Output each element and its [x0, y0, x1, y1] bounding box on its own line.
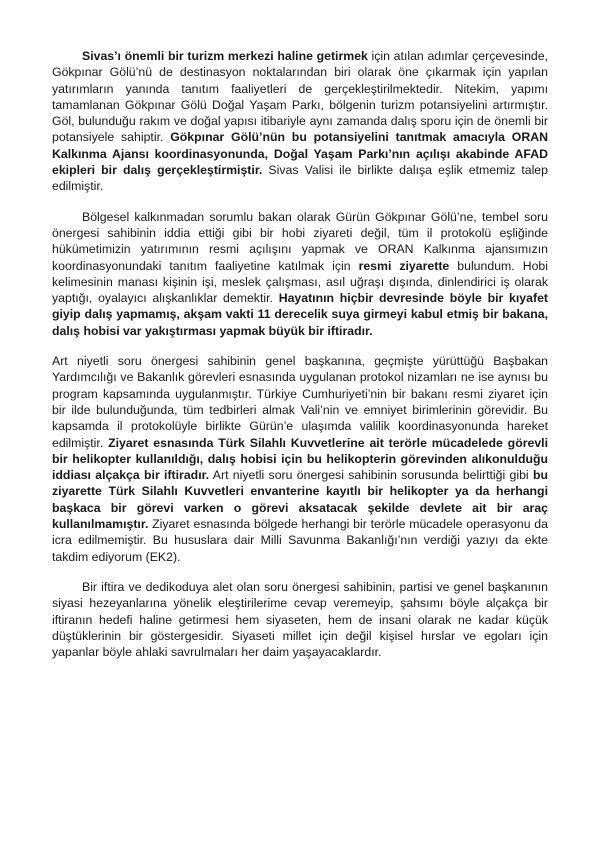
- run: Bölgesel kalkınmadan sorumlu bakan olarak Gürün Gökpınar Gölü’ne, tembel soru önergesi sahibinin iddia ettiği gibi bir hobi ziyareti değil, tüm il protokolü eşliğinde hükümetimizin yatırımının resmi açılışını yapmak ve ORAN Kalkınma ajansımızın koordinasyonundaki tanıtım faaliyetine katılmak için: [52, 209, 548, 273]
- run: Ziyaret esnasında Türk Silahlı Kuvvetlerine ait terörle mücadelede görevli bir helikopter kullanıldığı, dalış hobisi için bu helikopterin görevinden alıkonulduğu iddiası alçakça bir iftiradır.: [52, 435, 548, 483]
- run: Sivas Valisi ile birlikte dalışa eşlik etmemiz talep edilmiştir.: [52, 163, 548, 194]
- run: bu ziyarette Türk Silahlı Kuvvetleri envanterine kayıtlı bir helikopter ya da herhangi başkaca bir görevi varken o görevi aksatacak şekilde devlete ait bir araç kullanılmamıştır.: [52, 468, 548, 532]
- run: bulundum. Hobi kelimesinin manası kişinin işi, meslek çalışması, asıl uğraşı dışında, dinlendirici iş olarak yaptığı, oyalayıcı alışkanlıklar demektir.: [52, 258, 548, 306]
- paragraph-2: [52, 209, 548, 339]
- run: Gökpınar Gölü’nün bu potansiyelini tanıtmak amacıyla ORAN Kalkınma Ajansı koordinasyonunda, Doğal Yaşam Parkı’nın açılışı akabinde AFAD ekipleri bir dalış gerçekleştirmiştir.: [52, 130, 548, 178]
- run: resmi ziyarette: [358, 258, 450, 273]
- run: Art niyetli soru önergesi sahibinin sorusunda belirttiği gibi: [209, 468, 533, 483]
- run: Hayatının hiçbir devresinde böyle bir kıyafet giyip dalış yapmamış, akşam vakti 11 derecelik suya girmeyi kabul etmiş bir bakana, dalış hobisi var yakıştırması yapmak büyük bir iftiradır.: [52, 291, 548, 338]
- paragraph-3: [52, 353, 548, 565]
- run: Bir iftira ve dedikoduya alet olan soru önergesi sahibinin, partisi ve genel başkanının siyasi hezeyanlarına yönelik eleştirilerime cevap veremeyip, şahsımı böyle alçakça bir iftiranın hedefi haline getirmesi hem siyaseten, hem de insani olarak ne kadar küçük düştüklerinin bir göstergesidir. Siyaseti millet için değil kişisel hırslar ve egoları için yapanlar böyle ahlaki savrulmaları her daim yaşayacaklardır.: [52, 579, 548, 660]
- run: Art niyetli soru önergesi sahibinin genel başkanına, geçmişte yürüttüğü Başbakan Yardımcılığı ve Bakanlık görevleri esnasında uygulanan protokol nizamları ne ise aynısı bu program kapsamında uygulanmıştır. Türkiye Cumhuriyeti’nin bir bakanı resmi ziyaret için bir ilde bulunduğunda, tüm tedbirleri almak Vali’nin ve emniyet birimlerinin görevidir. Bu kapsamda il protokolüyle birlikte Gürün’e ulaşımda valilik koordinasyonunda hareket edilmiştir.: [52, 354, 548, 450]
- paragraph-4: [52, 579, 548, 660]
- run: için atılan adımlar çerçevesinde, Gökpınar Gölü’nü de destinasyon noktalarından biri olarak öne çıkarmak için yapılan yatırımların yanında tanıtım faaliyetleri de gerçekleştirilmektedir. Nitekim, yapımı tamamlanan Gökpınar Gölü Doğal Yaşam Parkı, bölgenin turizm potansiyelini artırmıştır. Göl, bulunduğu rakım ve doğal yapısı itibariyle aynı zamanda dalış sporu için de önemli bir potansiyele sahiptir.: [52, 49, 548, 145]
- paragraph-1: [52, 48, 548, 195]
- run: Sivas’ı önemli bir turizm merkezi haline getirmek: [82, 49, 368, 63]
- run: Ziyaret esnasında bölgede herhangi bir terörle mücadele operasyonu da icra edilmemiştir. Bu hususlara dair Milli Savunma Bakanlığı’nın verdiği yazıyı da ekte takdim ediyorum (EK2).: [52, 517, 548, 564]
